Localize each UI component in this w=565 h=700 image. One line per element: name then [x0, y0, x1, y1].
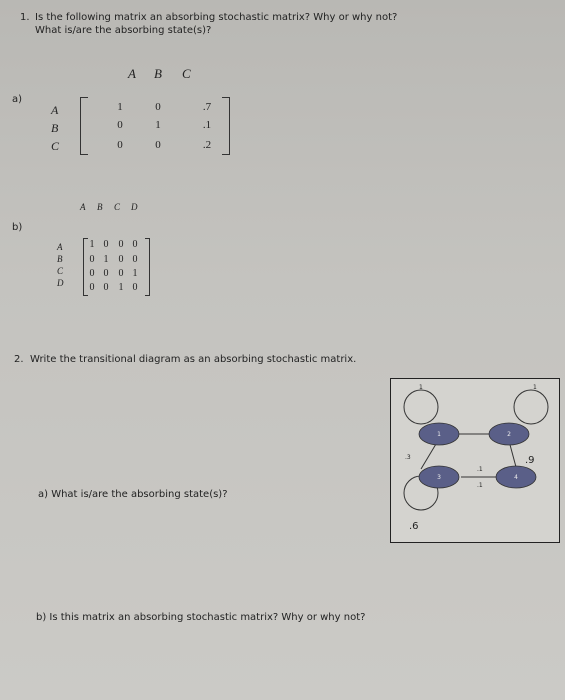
- diagram-svg: [391, 379, 559, 542]
- q1-line1: Is the following matrix an absorbing stochastic matrix? Why or why not?: [35, 12, 398, 23]
- col-header: A: [128, 66, 136, 81]
- edge-label: .1: [477, 482, 483, 489]
- col-header: D: [131, 202, 138, 212]
- part-b-label: b): [12, 222, 23, 233]
- matrix-cell: 0: [103, 268, 109, 279]
- matrix-cell: 1: [89, 239, 95, 250]
- self-loop-1: [404, 390, 438, 424]
- row-header: B: [51, 121, 59, 135]
- row-header: C: [57, 266, 64, 276]
- matrix-cell: 0: [155, 101, 161, 113]
- matrix-cell: 1: [103, 254, 109, 265]
- matrix-cell: 0: [155, 139, 161, 151]
- edge-label: .3: [405, 454, 411, 461]
- row-header: D: [57, 278, 64, 288]
- matrix-cell: 0: [118, 239, 124, 250]
- q1-line2: What is/are the absorbing state(s)?: [35, 25, 212, 36]
- node-label: 3: [437, 474, 441, 481]
- matrix-cell: 0: [117, 119, 123, 131]
- handwritten-label: .6: [409, 521, 419, 532]
- matrix-cell: 0: [117, 139, 123, 151]
- node-label: 4: [514, 474, 518, 481]
- row-header: A: [57, 242, 63, 252]
- q2-sub-b: b) Is this matrix an absorbing stochastic matrix? Why or why not?: [36, 612, 366, 623]
- matrix-cell: 0: [118, 254, 124, 265]
- col-header: B: [97, 202, 103, 212]
- self-loop-2: [514, 390, 548, 424]
- node-label: 2: [507, 431, 511, 438]
- matrix-cell: 0: [89, 282, 95, 293]
- edge-label: .1: [477, 466, 483, 473]
- matrix-cell: 0: [132, 282, 138, 293]
- matrix-cell: 0: [103, 239, 109, 250]
- matrix-cell: .7: [202, 101, 212, 113]
- right-bracket: [145, 238, 150, 296]
- q1-number: 1.: [20, 12, 30, 23]
- matrix-cell: 0: [132, 239, 138, 250]
- matrix-cell: 1: [132, 268, 138, 279]
- matrix-cell: 0: [89, 268, 95, 279]
- part-a-label: a): [12, 94, 23, 105]
- row-header: A: [51, 103, 59, 117]
- matrix-cell: 0: [103, 282, 109, 293]
- matrix-cell: 0: [89, 254, 95, 265]
- left-bracket: [80, 97, 88, 155]
- loop-label: 1: [419, 384, 423, 391]
- matrix-cell: .2: [202, 139, 212, 151]
- matrix-cell: 1: [155, 119, 161, 131]
- node-label: 1: [437, 431, 441, 438]
- handwritten-label: .9: [525, 455, 535, 466]
- row-header: C: [51, 139, 60, 153]
- col-header: C: [182, 66, 191, 81]
- matrix-cell: 0: [118, 268, 124, 279]
- right-bracket: [222, 97, 230, 155]
- col-header: A: [80, 202, 86, 212]
- col-header: B: [154, 66, 162, 81]
- transition-diagram: [390, 378, 560, 543]
- matrix-cell: 0: [132, 254, 138, 265]
- q2-sub-a: a) What is/are the absorbing state(s)?: [38, 489, 228, 500]
- matrix-cell: .1: [202, 119, 212, 131]
- row-header: B: [57, 254, 63, 264]
- loop-label: 1: [533, 384, 537, 391]
- q2-number: 2.: [14, 354, 24, 365]
- matrix-cell: 1: [117, 101, 123, 113]
- matrix-cell: 1: [118, 282, 124, 293]
- q2-text: Write the transitional diagram as an absorbing stochastic matrix.: [30, 354, 357, 365]
- col-header: C: [114, 202, 121, 212]
